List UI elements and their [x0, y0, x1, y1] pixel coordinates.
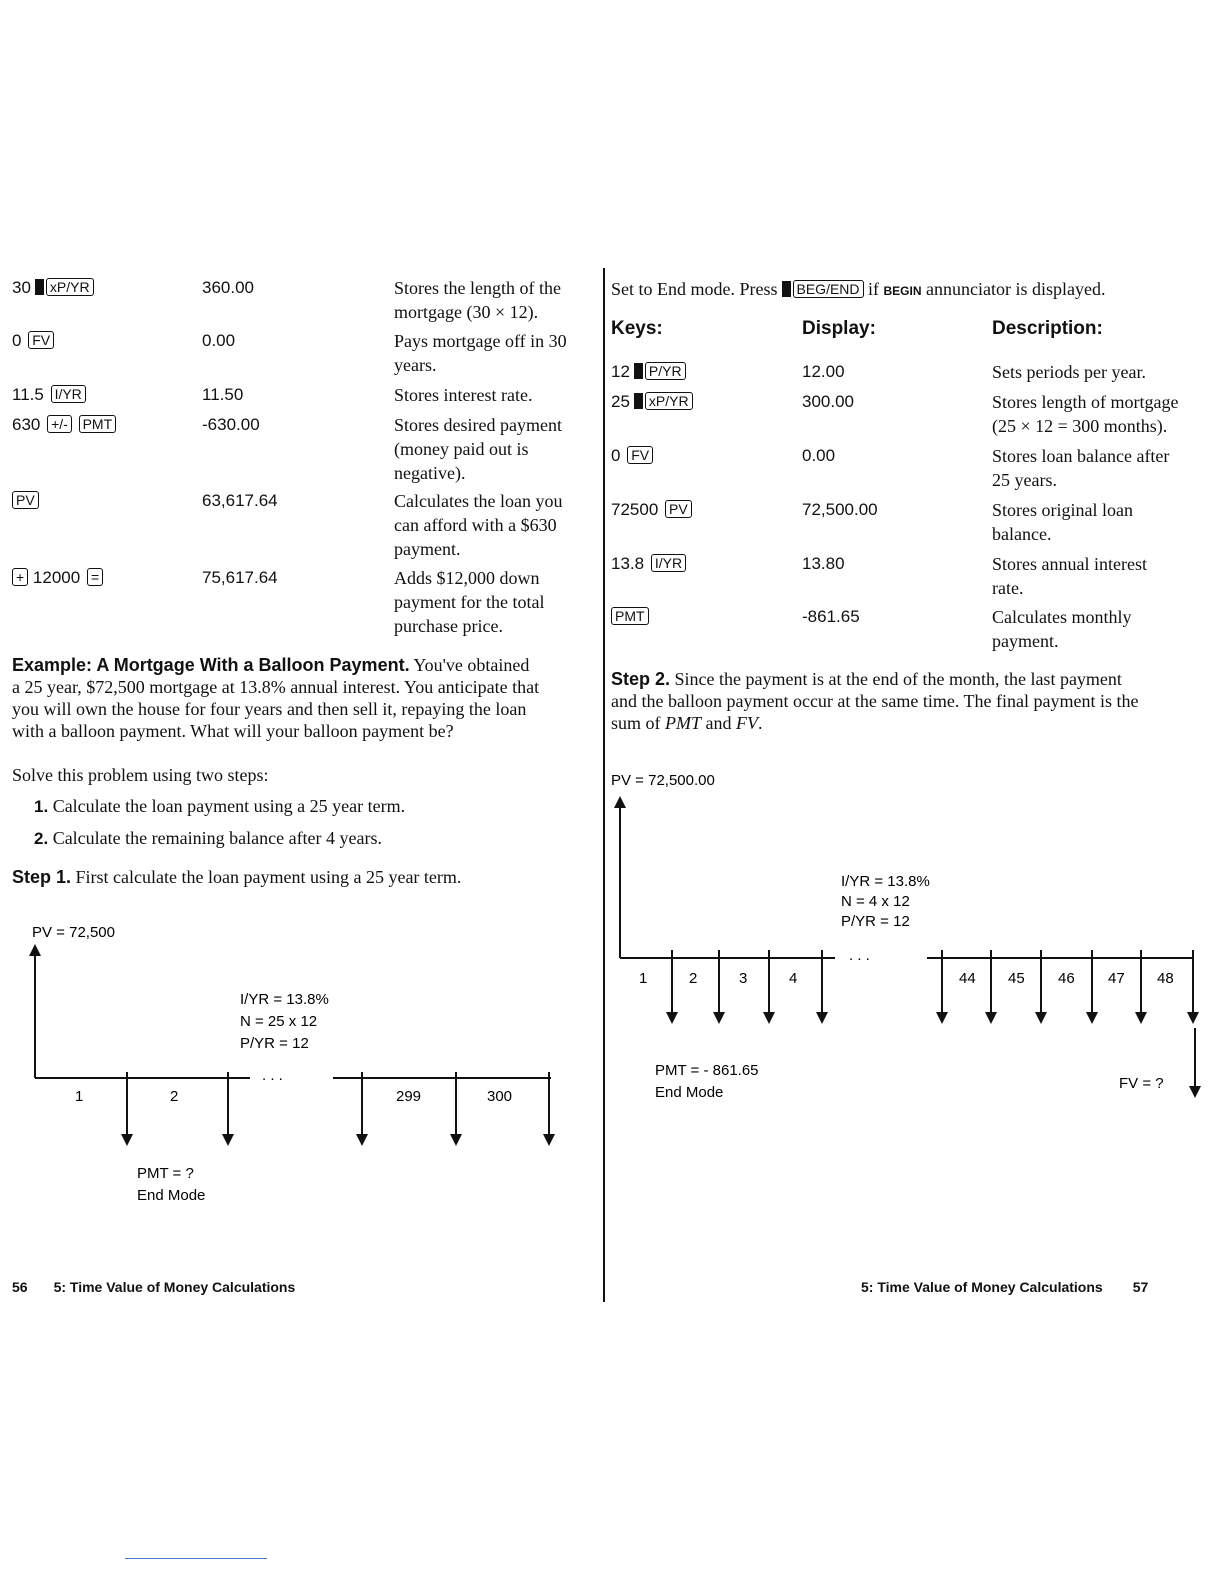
cash-flow-diagram-1: [0, 910, 600, 1220]
left-row-keys: [12, 278, 94, 298]
mode-label: End Mode: [655, 1084, 724, 1101]
desc-line: Adds $12,000 down: [394, 568, 540, 588]
param-line: I/YR = 13.8%: [841, 873, 930, 890]
description: [394, 383, 532, 407]
period-label: 2: [689, 970, 698, 987]
list-number: 2.: [34, 829, 49, 848]
desc-line: can afford with a $630: [394, 515, 557, 535]
right-row-keys: [611, 362, 686, 382]
desc-line: Calculates the loan you: [394, 491, 563, 511]
calc-key: BEG/END: [793, 280, 864, 298]
step-line: and: [701, 713, 736, 733]
shift-key-icon: [782, 281, 791, 297]
pmt-label: PMT = - 861.65: [655, 1062, 759, 1079]
calc-key: xP/YR: [645, 392, 693, 410]
calc-key: +: [12, 568, 28, 586]
period-label: 47: [1108, 970, 1125, 987]
intro-text: if: [868, 279, 880, 299]
example-title: Example: A Mortgage With a Balloon Payment.: [12, 655, 410, 675]
display-value: 63,617.64: [202, 491, 278, 510]
desc-line: Stores the length of the: [394, 278, 561, 298]
right-row-keys: [611, 554, 686, 574]
steps-list: [34, 795, 405, 850]
pmt-label: PMT = ?: [137, 1165, 194, 1182]
right-row-keys: [611, 392, 693, 412]
left-row-keys: [12, 491, 39, 511]
footer-left: [12, 1279, 295, 1295]
intro-text: Set to End mode. Press: [611, 279, 778, 299]
annunciator-label: BEGIN: [883, 284, 922, 298]
period-label: 2: [170, 1088, 179, 1105]
desc-line: balance.: [992, 524, 1052, 544]
pv-label: PV = 72,500: [32, 924, 115, 941]
calc-key: FV: [28, 331, 54, 349]
param-line: P/YR = 12: [240, 1035, 309, 1052]
example-paragraph: [12, 654, 602, 742]
calc-key: P/YR: [645, 362, 686, 380]
step-label: Step 1.: [12, 867, 72, 887]
right-row-keys: [611, 500, 692, 520]
list-text: Calculate the remaining balance after 4 years.: [52, 828, 383, 848]
desc-line: Sets periods per year.: [992, 362, 1146, 382]
desc-line: (money paid out is: [394, 439, 529, 459]
period-label: 48: [1157, 970, 1174, 987]
description: [394, 566, 544, 638]
calc-key: +/-: [47, 415, 72, 433]
desc-line: Stores interest rate.: [394, 385, 533, 405]
period-label: 1: [75, 1088, 84, 1105]
example-line: You've obtained: [413, 655, 530, 675]
period-label: 1: [639, 970, 648, 987]
desc-line: Stores loan balance after: [992, 446, 1170, 466]
description: [992, 444, 1169, 492]
key-number: 72500: [611, 500, 659, 519]
desc-line: payment.: [394, 539, 461, 559]
desc-line: 25 years.: [992, 470, 1057, 490]
cash-flow-diagram-2: [605, 760, 1217, 1120]
description: [394, 413, 562, 485]
description: [992, 390, 1178, 438]
calc-key: PV: [12, 491, 39, 509]
calc-key: FV: [627, 446, 653, 464]
example-line: you will own the house for four years and then sell it, repaying the loan: [12, 699, 527, 719]
display-value: 360.00: [202, 278, 254, 297]
step1-heading: [12, 866, 461, 888]
step-line: and the balloon payment occur at the same time. The final payment is the: [611, 691, 1139, 711]
key-number: 12000: [32, 568, 81, 587]
link-underline: [125, 1558, 267, 1559]
desc-line: negative).: [394, 463, 466, 483]
chapter-title: 5: Time Value of Money Calculations: [53, 1279, 296, 1295]
left-row-keys: [12, 331, 54, 351]
desc-line: (25 × 12 = 300 months).: [992, 416, 1168, 436]
period-label: 4: [789, 970, 798, 987]
step-line: Since the payment is at the end of the month, the last payment: [674, 669, 1122, 689]
fv-term: FV: [736, 713, 758, 733]
description: [992, 498, 1133, 546]
pv-label: PV = 72,500.00: [611, 772, 715, 789]
display-value: 300.00: [802, 392, 854, 411]
left-row-keys: [12, 385, 86, 405]
calc-key: I/YR: [51, 385, 86, 403]
page-number: 56: [12, 1279, 28, 1295]
period-label: 44: [959, 970, 976, 987]
fv-label: FV = ?: [1119, 1075, 1164, 1092]
key-number: 0: [12, 331, 22, 350]
shift-key-icon: [35, 279, 44, 295]
step-label: Step 2.: [611, 669, 671, 689]
desc-line: Pays mortgage off in 30: [394, 331, 567, 351]
description: [394, 489, 562, 561]
param-line: P/YR = 12: [841, 913, 910, 930]
period-label: 299: [396, 1088, 422, 1105]
key-number: 630: [12, 415, 41, 434]
key-number: 0: [611, 446, 621, 465]
pmt-term: PMT: [665, 713, 701, 733]
param-line: N = 4 x 12: [841, 893, 910, 910]
solve-intro: Solve this problem using two steps:: [12, 765, 269, 785]
key-number: 12: [611, 362, 630, 381]
calc-key: PMT: [611, 607, 649, 625]
desc-line: purchase price.: [394, 616, 503, 636]
display-value: 72,500.00: [802, 500, 878, 519]
period-label: 46: [1058, 970, 1075, 987]
step2-paragraph: [611, 668, 1211, 734]
keys-header: Keys:: [611, 318, 663, 339]
desc-line: Stores length of mortgage: [992, 392, 1179, 412]
desc-line: years.: [394, 355, 437, 375]
step-text: First calculate the loan payment using a 25 year term.: [75, 867, 462, 887]
calc-key: I/YR: [651, 554, 686, 572]
display-value: -630.00: [202, 415, 260, 434]
list-number: 1.: [34, 797, 49, 816]
key-number: 30: [12, 278, 31, 297]
left-row-keys: [12, 568, 103, 588]
shift-key-icon: [634, 363, 643, 379]
ellipsis: . . .: [849, 947, 870, 964]
chapter-title: 5: Time Value of Money Calculations: [861, 1279, 1103, 1295]
shift-key-icon: [634, 393, 643, 409]
desc-line: payment.: [992, 631, 1059, 651]
list-text: Calculate the loan payment using a 25 year term.: [52, 796, 406, 816]
right-row-keys: [611, 607, 649, 627]
example-line: with a balloon payment. What will your balloon payment be?: [12, 721, 454, 741]
step-line: sum of: [611, 713, 665, 733]
step-line: .: [758, 713, 763, 733]
display-value: 0.00: [802, 446, 836, 465]
display-value: 11.50: [202, 385, 244, 404]
description: [394, 276, 561, 324]
desc-line: Stores annual interest: [992, 554, 1147, 574]
period-label: 45: [1008, 970, 1025, 987]
desc-line: Calculates monthly: [992, 607, 1132, 627]
description-header: Description:: [992, 318, 1103, 339]
calc-key: =: [87, 568, 103, 586]
display-header: Display:: [802, 318, 876, 339]
desc-line: Stores desired payment: [394, 415, 562, 435]
calc-key: xP/YR: [46, 278, 94, 296]
description: [992, 552, 1147, 600]
period-label: 300: [487, 1088, 513, 1105]
desc-line: mortgage (30 × 12).: [394, 302, 539, 322]
key-number: 11.5: [12, 385, 44, 404]
ellipsis: . . .: [262, 1067, 283, 1084]
footer-right: [861, 1279, 1148, 1295]
calc-key: PMT: [79, 415, 117, 433]
description: [394, 329, 567, 377]
left-row-keys: [12, 415, 116, 435]
key-number: 25: [611, 392, 630, 411]
desc-line: rate.: [992, 578, 1024, 598]
display-value: 0.00: [202, 331, 236, 350]
mode-label: End Mode: [137, 1187, 206, 1204]
intro-text: annunciator is displayed.: [926, 279, 1106, 299]
page-number: 57: [1132, 1279, 1149, 1295]
key-number: 13.8: [611, 554, 645, 573]
display-value: -861.65: [802, 607, 860, 626]
param-line: N = 25 x 12: [240, 1013, 318, 1030]
display-value: 13.80: [802, 554, 845, 573]
right-intro: [611, 278, 1106, 302]
example-line: a 25 year, $72,500 mortgage at 13.8% annual interest. You anticipate that: [12, 677, 540, 697]
display-value: 75,617.64: [202, 568, 278, 587]
display-value: 12.00: [802, 362, 845, 381]
period-label: 3: [739, 970, 748, 987]
description: [992, 605, 1131, 653]
calc-key: PV: [665, 500, 692, 518]
description: [992, 360, 1146, 384]
desc-line: Stores original loan: [992, 500, 1133, 520]
right-row-keys: [611, 446, 653, 466]
desc-line: payment for the total: [394, 592, 545, 612]
param-line: I/YR = 13.8%: [240, 991, 329, 1008]
